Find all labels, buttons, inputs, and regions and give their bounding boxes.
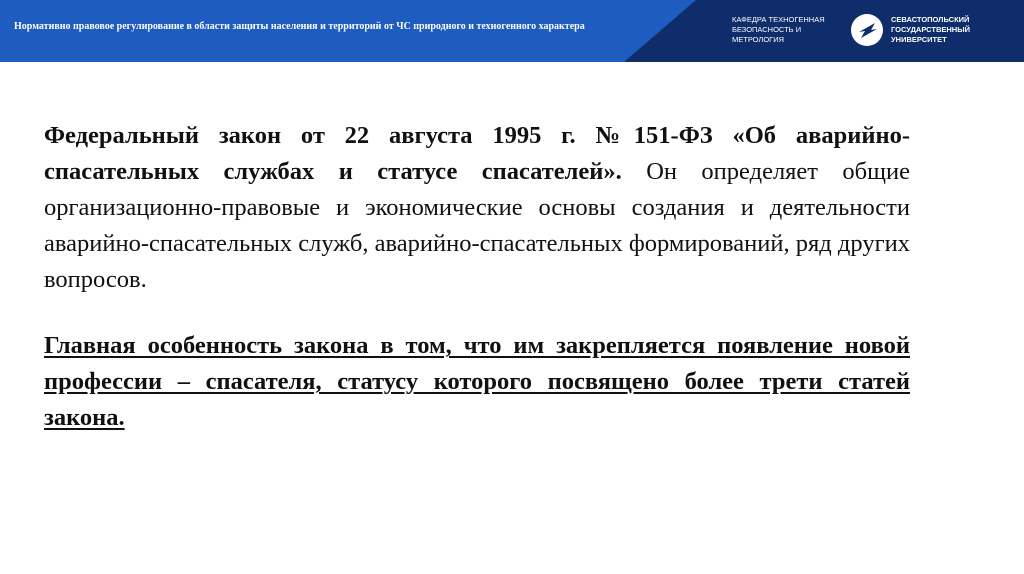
sevsu-logo-icon [850, 13, 884, 47]
university-line: СЕВАСТОПОЛЬСКИЙ [891, 15, 970, 24]
university-line: УНИВЕРСИТЕТ [891, 35, 947, 44]
law-paragraph [44, 118, 910, 298]
university-line: ГОСУДАРСТВЕННЫЙ [891, 25, 970, 34]
slide-content [44, 118, 910, 436]
department-name [732, 15, 852, 45]
university-name [891, 15, 970, 45]
key-point-paragraph: Главная особенность закона в том, что им закрепляется появление новой профессии – спасателя, статусу которого посвящено более трети статей закона. [44, 332, 910, 431]
law-description: Он определяет общие организационно-правовые и экономические основы создания и деятельности аварийно-спасательных служб, аварийно-спасательных формирований, ряд других вопросов. [44, 158, 910, 293]
law-title: Федеральный закон от 22 августа 1995 г. №151-ФЗ «Об аварийно-спасательных службах и статусе спасателей». [44, 122, 910, 185]
presentation-title: Нормативно правовое регулирование в области защиты населения и территорий от ЧС природного и техногенного характера [14, 21, 585, 32]
department-line: КАФЕДРА ТЕХНОГЕННАЯ [732, 15, 825, 24]
header-bar [0, 0, 1024, 62]
department-line: БЕЗОПАСНОСТЬ И [732, 25, 802, 34]
department-line: МЕТРОЛОГИЯ [732, 35, 785, 44]
